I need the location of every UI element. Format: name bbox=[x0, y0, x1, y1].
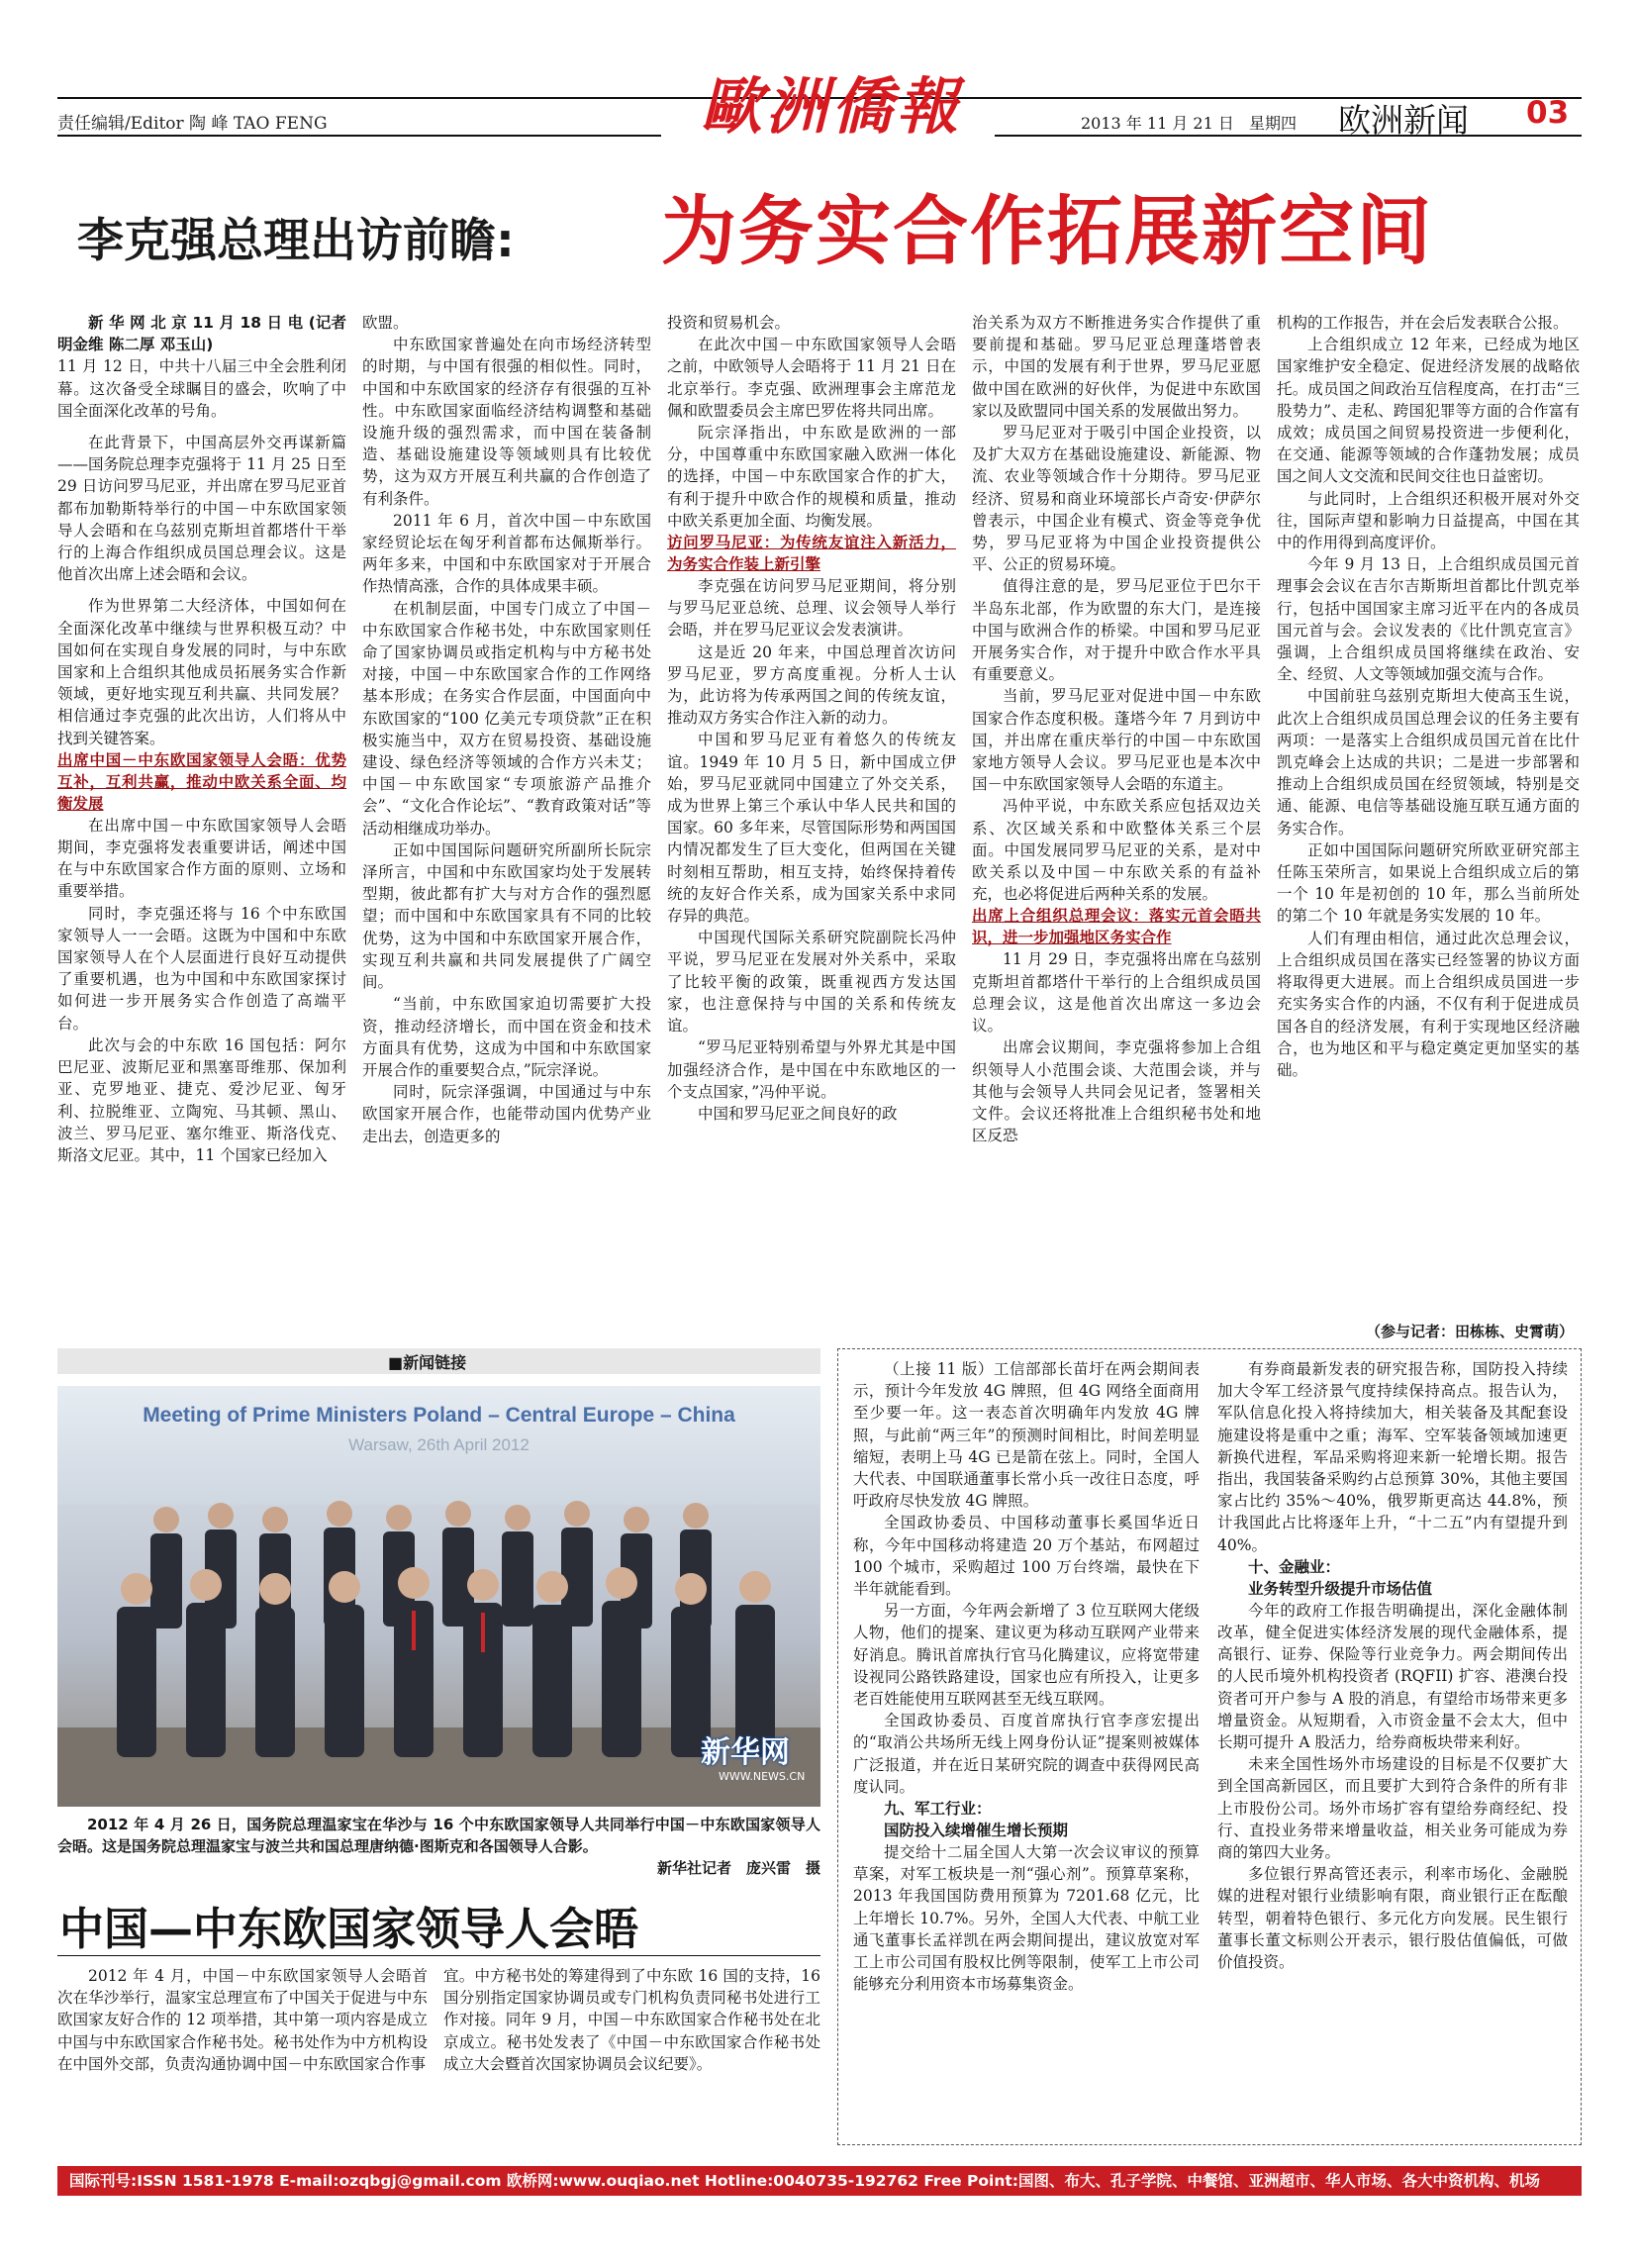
paragraph: 阮宗泽指出，中东欧是欧洲的一部分，中国尊重中东欧国家融入欧洲一体化的选择，中国－中东欧国家合作的扩大，有利于提升中欧合作的规模和质量，推动中欧关系更加全面、均衡发展。 bbox=[667, 424, 956, 530]
paragraph: 11 月 12 日，中共十八届三中全会胜利闭幕。这次备受全球瞩目的盛会，吹响了中国全面深化改革的号角。 bbox=[57, 357, 346, 420]
news-link-label: ■新闻链接 bbox=[388, 1353, 467, 1372]
xinhua-watermark: 新华网 bbox=[701, 1735, 790, 1770]
paragraph: 在此背景下，中国高层外交再谋新篇——国务院总理李克强将于 11 月 25 日至 29 日访问罗马尼亚，并出席在罗马尼亚首都布加勒斯特举行的中国－中东欧国家领导人会晤和在乌兹别克斯坦首都塔什干举行的上海合作组织成员国总理会议。这是他首次出席上述会晤和会议。 bbox=[57, 434, 346, 584]
paragraph: 正如中国国际问题研究所欧亚研究部主任陈玉荣所言，如果说上合组织成立后的第一个 10 年是初创的 10 年，那么当前所处的第二个 10 年就是务实发展的 10 年。 bbox=[1277, 840, 1580, 926]
headline-kicker: 李克强总理出访前瞻: bbox=[77, 214, 515, 268]
paragraph: 全国政协委员、百度首席执行官李彦宏提出的“取消公共场所无线上网身份认证”提案则被媒体广泛报道，并在近日某研究院的调查中获得网民高度认同。 bbox=[853, 1712, 1200, 1796]
article-column-5 bbox=[1277, 312, 1580, 1333]
section-name: 欧洲新闻 bbox=[1338, 101, 1469, 140]
paragraph: 欧盟。 bbox=[362, 314, 409, 332]
paragraph: 上合组织成立 12 年来，已经成为地区国家维护安全稳定、促进经济发展的战略依托。成员国之间政治互信程度高，在打击“三股势力”、走私、跨国犯罪等方面的合作富有成效；成员国之间贸易投资进一步便利化，在交通、能源等领域的合作蓬勃发展；成员国之间人文交流和民间交往也日益密切。 bbox=[1277, 336, 1580, 486]
paragraph: 中国和罗马尼亚之间良好的政 bbox=[698, 1104, 898, 1123]
paragraph: 同时，阮宗泽强调，中国通过与中东欧国家开展合作，也能带动国内优势产业走出去，创造更多的 bbox=[362, 1083, 651, 1145]
continued-column-1 bbox=[853, 1358, 1200, 2138]
section-heading-military: 九、军工行业： bbox=[884, 1800, 992, 1819]
photo-caption: 2012 年 4 月 26 日，国务院总理温家宝在华沙与 16 个中东欧国家领导人共同举行中国－中东欧国家领导人会晤。这是国务院总理温家宝与波兰共和国总理唐纳德·图斯克和各国领导人合影。 bbox=[57, 1816, 820, 1855]
paragraph: 提交给十二届全国人大第一次会议审议的预算草案，对军工板块是一剂“强心剂”。预算草案称，2013 年我国国防费用预算为 7201.68 亿元，比上年增长 10.7%。另外，全国人大代表、中航工业通飞董事长孟祥凯在两会期间提出，建议放宽对军工上市公司国有股权比例等限制，使军工上市公司能够充分利用资本市场募集资金。 bbox=[853, 1843, 1200, 1994]
paragraph: 2012 年 4 月，中国－中东欧国家领导人会晤首次在华沙举行，温家宝总理宣布了中国关于促进与中东欧国家友好合作的 12 项举措，其中第一项内容是成立中国与中东欧国家合作秘书处。秘书处作为中方机构设在中国外交部，负责沟通协调中国－中东欧国家合作事 bbox=[57, 1967, 428, 2073]
article-column-4 bbox=[972, 312, 1261, 1333]
paragraph: 值得注意的是，罗马尼亚位于巴尔干半岛东北部，作为欧盟的东大门，是连接中国与欧洲合作的桥梁。中国和罗马尼亚开展务实合作，对于提升中欧合作水平具有重要意义。 bbox=[972, 577, 1261, 684]
paragraph: 李克强在访问罗马尼亚期间，将分别与罗马尼亚总统、总理、议会领导人举行会晤，并在罗马尼亚议会发表演讲。 bbox=[667, 577, 956, 640]
paragraph: 中国现代国际关系研究院副院长冯仲平说，罗马尼亚在发展对外关系中，采取了比较平衡的政策，既重视西方发达国家，也注意保持与中国的关系和传统友谊。 bbox=[667, 929, 956, 1035]
reporter-byline: （参与记者：田栋栋、史霄萌） bbox=[1366, 1323, 1575, 1340]
paragraph: 今年 9 月 13 日，上合组织成员国元首理事会会议在吉尔吉斯斯坦首都比什凯克举行，包括中国国家主席习近平在内的各成员国元首与会。会议发表的《比什凯克宣言》强调，上合组织成员国将继续在政治、安全、经贸、人文等领域加强交流与合作。 bbox=[1277, 555, 1580, 684]
article-column-1 bbox=[57, 312, 346, 1333]
paragraph: 11 月 29 日，李克强将出席在乌兹别克斯坦首都塔什干举行的上合组织成员国总理会议，这是他首次出席这一多边会议。 bbox=[972, 950, 1261, 1035]
paragraph: （上接 11 版）工信部部长苗圩在两会期间表示，预计今年发放 4G 牌照，但 4G 网络全面商用至少要一年。这一表态首次明确年内发放 4G 牌照，与此前“两三年”的预测时间相比，时间差明显缩短，表明上马 4G 已是箭在弦上。同时，全国人大代表、中国联通董事长常小兵一改往日态度，呼吁政府尽快发放 4G 牌照。 bbox=[853, 1360, 1200, 1511]
subheading-sco: 出席上合组织总理会议：落实元首会晤共识，进一步加强地区务实合作 bbox=[972, 907, 1261, 947]
paragraph: “罗马尼亚特别希望与外界尤其是中国加强经济合作，是中国在中东欧地区的一个支点国家，”冯仲平说。 bbox=[667, 1038, 956, 1101]
paragraph: 同时，李克强还将与 16 个中东欧国家领导人一一会晤。这既为中国和中东欧国家领导人在个人层面进行良好互动提供了重要机遇，也为中国和中东欧国家探讨如何进一步开展务实合作创造了高端平台。 bbox=[57, 904, 346, 1033]
paragraph: 在机制层面，中国专门成立了中国－中东欧国家合作秘书处，中东欧国家则任命了国家协调员或指定机构与中方秘书处对接，中国－中东欧国家合作的工作网络基本形成；在务实合作层面，中国面向中东欧国家的“100 亿美元专项贷款”正在积极实施当中，双方在贸易投资、基础设施建设、绿色经济等领域的合作方兴未艾；中国－中东欧国家“专项旅游产品推介会”、“文化合作论坛”、“教育政策对话”等活动相继成功举办。 bbox=[362, 599, 651, 838]
paragraph: 治关系为双方不断推进务实合作提供了重要前提和基础。罗马尼亚总理蓬塔曾表示，中国的发展有利于世界，罗马尼亚愿做中国在欧洲的好伙伴，为促进中东欧国家以及欧盟同中国关系的发展做出努力。 bbox=[972, 314, 1261, 420]
paragraph: 作为世界第二大经济体，中国如何在全面深化改革中继续与世界积极互动？中国如何在实现自身发展的同时，与中东欧国家和上合组织其他成员拓展务实合作新领域，更好地实现互利共赢、共同发展？相信通过李克强的此次出访，人们将从中找到关键答案。 bbox=[57, 597, 346, 747]
paragraph: 正如中国国际问题研究所副所长阮宗泽所言，中国和中东欧国家均处于发展转型期，彼此都有扩大与对方合作的强烈愿望；而中国和中东欧国家具有不同的比较优势，这为中国和中东欧国家开展合作，实现互利共赢和共同发展提供了广阔空间。 bbox=[362, 840, 651, 992]
paragraph: 机构的工作报告，并在会后发表联合公报。 bbox=[1277, 314, 1569, 332]
paragraph: 有券商最新发表的研究报告称，国防投入持续加大令军工经济景气度持续保持高点。报告认为，军队信息化投入将持续加大，相关装备及其配套设施建设将是重中之重；海军、空军装备领域加速更新换代进程，军品采购将迎来新一轮增长期。报告指出，我国装备采购约占总预算 30%，其他主要国家占比约 35%～40%，俄罗斯更高达 44.8%，预计我国此占比将逐年上升，“十二五”内有望提升到 40%。 bbox=[1217, 1360, 1568, 1554]
article-column-2 bbox=[362, 312, 651, 1333]
paragraph: 中东欧国家普遍处在向市场经济转型的时期，与中国有很强的相似性。同时，中国和中东欧国家的经济存有很强的互补性。中东欧国家面临经济结构调整和基础设施升级的强烈需求，而中国在装备制造、基础设施建设等领域则具有比较优势，这为双方开展互利共赢的合作创造了有利条件。 bbox=[362, 336, 651, 508]
page-number: 03 bbox=[1526, 95, 1570, 131]
paragraph: 宜。中方秘书处的筹建得到了中东欧 16 国的支持，16 国分别指定国家协调员或专门机构负责同秘书处进行工作对接。同年 9 月，中国－中东欧国家合作秘书处在北京成立。秘书处发表了《中国－中东欧国家合作秘书处成立大会暨首次国家协调员会议纪要》。 bbox=[443, 1967, 820, 2073]
sidebar-title: 中国—中东欧国家领导人会晤 bbox=[59, 1903, 639, 1955]
paragraph: 2011 年 6 月，首次中国－中东欧国家经贸论坛在匈牙利首都布达佩斯举行。两年多来，中国和中东欧国家对于开展合作热情高涨，合作的具体成果丰硕。 bbox=[362, 511, 651, 596]
paragraph: 在此次中国－中东欧国家领导人会晤之前，中欧领导人会晤将于 11 月 21 日在北京举行。李克强、欧洲理事会主席范龙佩和欧盟委员会主席巴罗佐将共同出席。 bbox=[667, 336, 956, 420]
paragraph: 当前，罗马尼亚对促进中国－中东欧国家合作态度积极。蓬塔今年 7 月到访中国，并出席在重庆举行的中国－中东欧国家地方领导人会议。罗马尼亚也是本次中国－中东欧国家领导人会晤的东道主。 bbox=[972, 687, 1261, 794]
paragraph: 这是近 20 年来，中国总理首次访问罗马尼亚，罗方高度重视。分析人士认为，此访将为传承两国之间的传统友谊，推动双方务实合作注入新的动力。 bbox=[667, 642, 956, 728]
photo-credit: 新华社记者 庞兴雷 摄 bbox=[554, 1857, 820, 1878]
paragraph: 与此同时，上合组织还积极开展对外交往，国际声望和影响力日益提高，中国在其中的作用得到高度评价。 bbox=[1277, 489, 1580, 552]
issue-date: 2013 年 11 月 21 日 bbox=[1081, 114, 1234, 133]
paragraph: 另一方面，今年两会新增了 3 位互联网大佬级人物，他们的提案、建议更为移动互联网产业带来好消息。腾讯首席执行官马化腾建议，应将宽带建设视同公路铁路建设，国家也应有所投入，让更多老百姓能使用互联网甚至无线互联网。 bbox=[853, 1602, 1200, 1709]
sidebar-body-right bbox=[443, 1965, 820, 2143]
paragraph: “当前，中东欧国家迫切需要扩大投资，推动经济增长，而中国在资金和技术方面具有优势，这成为中国和中东欧国家开展合作的重要契合点，”阮宗泽说。 bbox=[362, 995, 651, 1079]
xinhua-watermark-url: WWW.NEWS.CN bbox=[719, 1770, 806, 1783]
issue-weekday: 星期四 bbox=[1249, 114, 1298, 133]
subheading-romania: 访问罗马尼亚：为传统友谊注入新活力，为务实合作装上新引擎 bbox=[667, 534, 956, 574]
paragraph: 多位银行界高管还表示，利率市场化、金融脱媒的进程对银行业绩影响有限，商业银行正在酝酿转型，朝着特色银行、多元化方向发展。民生银行董事长董文标则公开表示，银行股估值偏低，可做价值投资。 bbox=[1217, 1865, 1568, 1972]
paragraph: 今年的政府工作报告明确提出，深化金融体制改革，健全促进实体经济发展的现代金融体系，提高银行、证券、保险等行业竞争力。两会期间传出的人民币境外机构投资者 (RQFII) 扩容、港澳台投资者可开户参与 A 股的消息，有望给市场带来更多增量资金。从短期看，入市资金量不会太大，但中长期可提升 A 股活力，给券商板块带来利好。 bbox=[1217, 1601, 1568, 1752]
masthead-rule-right bbox=[995, 135, 1582, 137]
paragraph: 在出席中国－中东欧国家领导人会晤期间，李克强将发表重要讲话，阐述中国在与中东欧国家合作方面的原则、立场和重要举措。 bbox=[57, 816, 346, 901]
paragraph: 罗马尼亚对于吸引中国企业投资，以及扩大双方在基础设施建设、新能源、物流、农业等领域合作十分期待。罗马尼亚经济、贸易和商业环境部长卢奇安·伊萨尔曾表示，中国企业有模式、资金等竞争优势，罗马尼亚将为中国企业投资提供公平、公正的贸易环境。 bbox=[972, 424, 1261, 574]
paragraph: 未来全国性场外市场建设的目标是不仅要扩大到全国高新园区，而且要扩大到符合条件的所有非上市股份公司。场外市场扩容有望给券商经纪、投行、直投业务带来增量收益，相关业务可能成为券商的第四大业务。 bbox=[1217, 1755, 1568, 1862]
headline-main: 为务实合作拓展新空间 bbox=[661, 187, 1433, 275]
paragraph: 人们有理由相信，通过此次总理会议，上合组织成员国在落实已经签署的协议方面将取得更大进展。而上合组织成员国进一步充实务实合作的内涵，不仅有利于促进成员国各自的经济发展，有利于实现地区经济融合，也为地区和平与稳定奠定更加坚实的基础。 bbox=[1277, 929, 1580, 1079]
lead-dateline: 新 华 网 北 京 11 月 18 日 电 (记者 明金维 陈二厚 邓玉山) bbox=[57, 314, 346, 354]
footer-bar: 国际刊号:ISSN 1581-1978 E-mail:ozqbgj@gmail.com 欧桥网:www.ouqiao.net Hotline:0040735-192762 Free Point:国图、布大、孔子学院、中餐馆、亚洲超市、华人市场、各大中资机构、机场 bbox=[57, 2166, 1582, 2196]
sidebar-body-left bbox=[57, 1965, 428, 2143]
masthead-rule-left bbox=[57, 135, 661, 137]
paragraph: 中国前驻乌兹别克斯坦大使高玉生说，此次上合组织成员国总理会议的任务主要有两项：一是落实上合组织成员国元首在比什凯克峰会上达成的共识；二是进一步部署和推动上合组织成员国在经贸领域，特别是交通、能源、电信等基础设施互联互通方面的务实合作。 bbox=[1277, 687, 1580, 838]
sidebar-title-rule bbox=[57, 1955, 820, 1956]
paragraph: 此次与会的中东欧 16 国包括：阿尔巴尼亚、波斯尼亚和黑塞哥维那、保加利亚、克罗地亚、捷克、爱沙尼亚、匈牙利、拉脱维亚、立陶宛、马其顿、黑山、波兰、罗马尼亚、塞尔维亚、斯洛伐克、斯洛文尼亚。其中，11 个国家已经加入 bbox=[57, 1035, 346, 1164]
article-column-3 bbox=[667, 312, 956, 1333]
section-heading-finance: 十、金融业： bbox=[1248, 1557, 1341, 1576]
paragraph: 投资和贸易机会。 bbox=[667, 314, 791, 332]
paragraph: 中国和罗马尼亚有着悠久的传统友谊。1949 年 10 月 5 日，新中国成立伊始，罗马尼亚就同中国建立了外交关系，成为世界上第三个承认中华人民共和国的国家。60 多年来，尽管国际形势和两国国内情况都发生了巨大变化，但两国在关键时刻相互帮助，相互支持，始终保持着传统的友好合作关系，成为国家关系中求同存异的典范。 bbox=[667, 731, 956, 926]
section-subheading-military: 国防投入续增催生增长预期 bbox=[884, 1822, 1069, 1840]
photo-banner: Meeting of Prime Ministers Poland – Central Europe – China bbox=[143, 1404, 735, 1427]
section-subheading-finance: 业务转型升级提升市场估值 bbox=[1248, 1579, 1433, 1598]
newspaper-logo: 歐洲僑報 bbox=[700, 70, 962, 143]
photo-banner-sub: Warsaw, 26th April 2012 bbox=[348, 1435, 530, 1454]
group-photo bbox=[57, 1386, 820, 1807]
paragraph: 全国政协委员、中国移动董事长奚国华近日称，今年中国移动将建造 20 万个基站，布网超过 100 个城市，采购超过 100 万台终端，最快在下半年就能看到。 bbox=[853, 1514, 1200, 1599]
continued-column-2 bbox=[1217, 1358, 1568, 2138]
subheading-ceec-summit: 出席中国－中东欧国家领导人会晤：优势互补，互利共赢，推动中欧关系全面、均衡发展 bbox=[57, 750, 346, 813]
paragraph: 出席会议期间，李克强将参加上合组织领导人小范围会谈、大范围会谈，并与其他与会领导人共同会见记者，签署相关文件。会议还将批准上合组织秘书处和地区反恐 bbox=[972, 1038, 1261, 1145]
editor-credit: 责任编辑/Editor 陶 峰 TAO FENG bbox=[57, 114, 328, 134]
paragraph: 冯仲平说，中东欧关系应包括双边关系、次区域关系和中欧整体关系三个层面。中国发展同罗马尼亚的关系，是对中欧关系以及中国－中东欧关系的有益补充，也必将促进后两种关系的发展。 bbox=[972, 797, 1261, 904]
